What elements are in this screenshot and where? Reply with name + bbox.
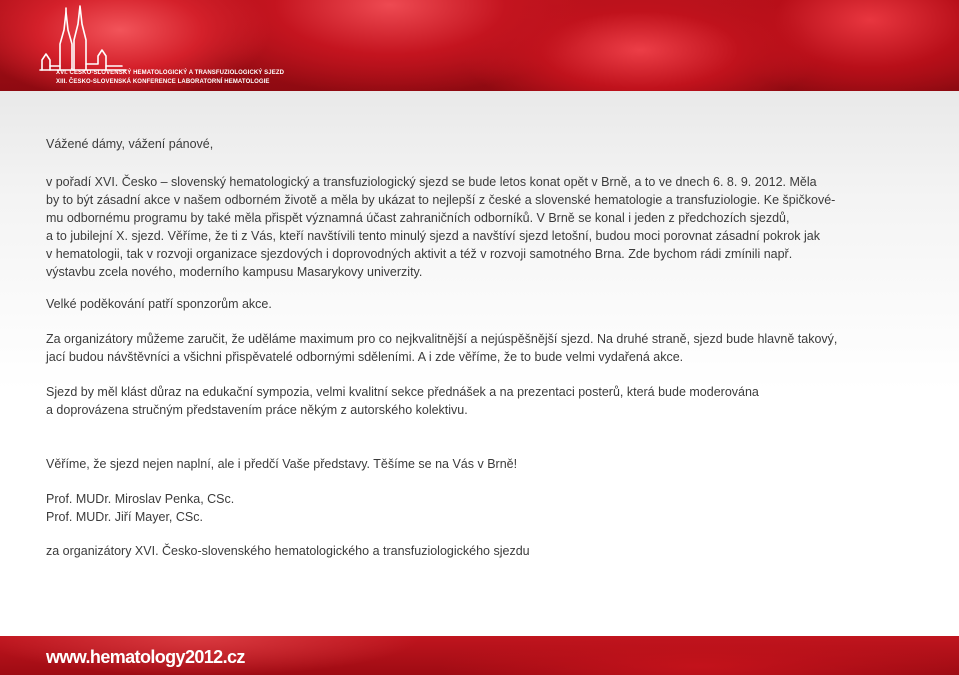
intro-line: v hematologii, tak v rozvoji organizace sjezdových i doprovodných aktivit a též v rozvoji samotného Brna. Zde bychom rádi zmínili např. [46, 247, 793, 261]
symposia-line: Sjezd by měl klást důraz na edukační sympozia, velmi kvalitní sekce přednášek a na prezentaci posterů, která bude moderována [46, 385, 759, 399]
organizers-line: Za organizátory můžeme zaručit, že uděláme maximum pro co nejkvalitnější a nejúspěšnější sjezd. Na druhé straně, sjezd bude hlavně takový, [46, 332, 838, 346]
congress-title: XVI. ČESKO-SLOVENSKÝ HEMATOLOGICKÝ A TRANSFUZIOLOGICKÝ SJEZD [56, 70, 285, 76]
header-banner [0, 0, 959, 91]
letter-symposia-paragraph [46, 383, 926, 419]
organizers-line: jací budou návštěvníci a všichni přispěvatelé odbornými sděleními. A i zde věříme, že to bude velmi vydařená akce. [46, 350, 684, 364]
letter-signatures [46, 490, 926, 526]
letter-organizers-paragraph [46, 330, 926, 366]
intro-line: a to jubilejní X. sjezd. Věříme, že ti z Vás, kteří navštívili tento minulý sjezd a navštíví sjezd letošní, budou moci porovnat zásadní pokrok jak [46, 229, 820, 243]
letter-thanks [46, 295, 926, 313]
intro-line: výstavbu zcela nového, moderního kampusu Masarykovy univerzity. [46, 265, 423, 279]
intro-line: by to být zásadní akce v našem odborném životě a měla by ukázat to nejlepší z české a slovenské hematologie a transfuziologie. Ke špičkové- [46, 193, 836, 207]
closing-line: Věříme, že sjezd nejen naplní, ale i předčí Vaše představy. Těšíme se na Vás v Brně! [46, 457, 518, 471]
symposia-line: a doprovázena stručným představením práce někým z autorského kolektivu. [46, 403, 468, 417]
intro-line: v pořadí XVI. Česko – slovenský hematologický a transfuziologický sjezd se bude letos konat opět v Brně, a to ve dnech 6. 8. 9. 2012. Měla [46, 175, 817, 189]
intro-line: mu odbornému programu by také měla přispět významná účast zahraničních odborníků. V Brně se konal i jeden z předchozích sjezdů, [46, 211, 790, 225]
letter-closing [46, 455, 926, 473]
footer-banner [0, 636, 959, 675]
letter-intro-paragraph [46, 173, 926, 281]
conference-subtitle: XIII. ČESKO-SLOVENSKÁ KONFERENCE LABORATORNÍ HEMATOLOGIE [56, 79, 270, 85]
website-link[interactable]: www.hematology2012.cz [46, 647, 245, 667]
letter-greeting [46, 135, 926, 153]
greeting-line: Vážené dámy, vážení pánové, [46, 137, 214, 151]
signature-line: Prof. MUDr. Miroslav Penka, CSc. [46, 492, 235, 506]
letter-committee [46, 542, 926, 560]
thanks-line: Velké poděkování patří sponzorům akce. [46, 297, 272, 311]
brno-skyline-icon [38, 4, 128, 72]
committee-line: za organizátory XVI. Česko-slovenského hematologického a transfuziologického sjezdu [46, 544, 530, 558]
signature-line: Prof. MUDr. Jiří Mayer, CSc. [46, 510, 203, 524]
